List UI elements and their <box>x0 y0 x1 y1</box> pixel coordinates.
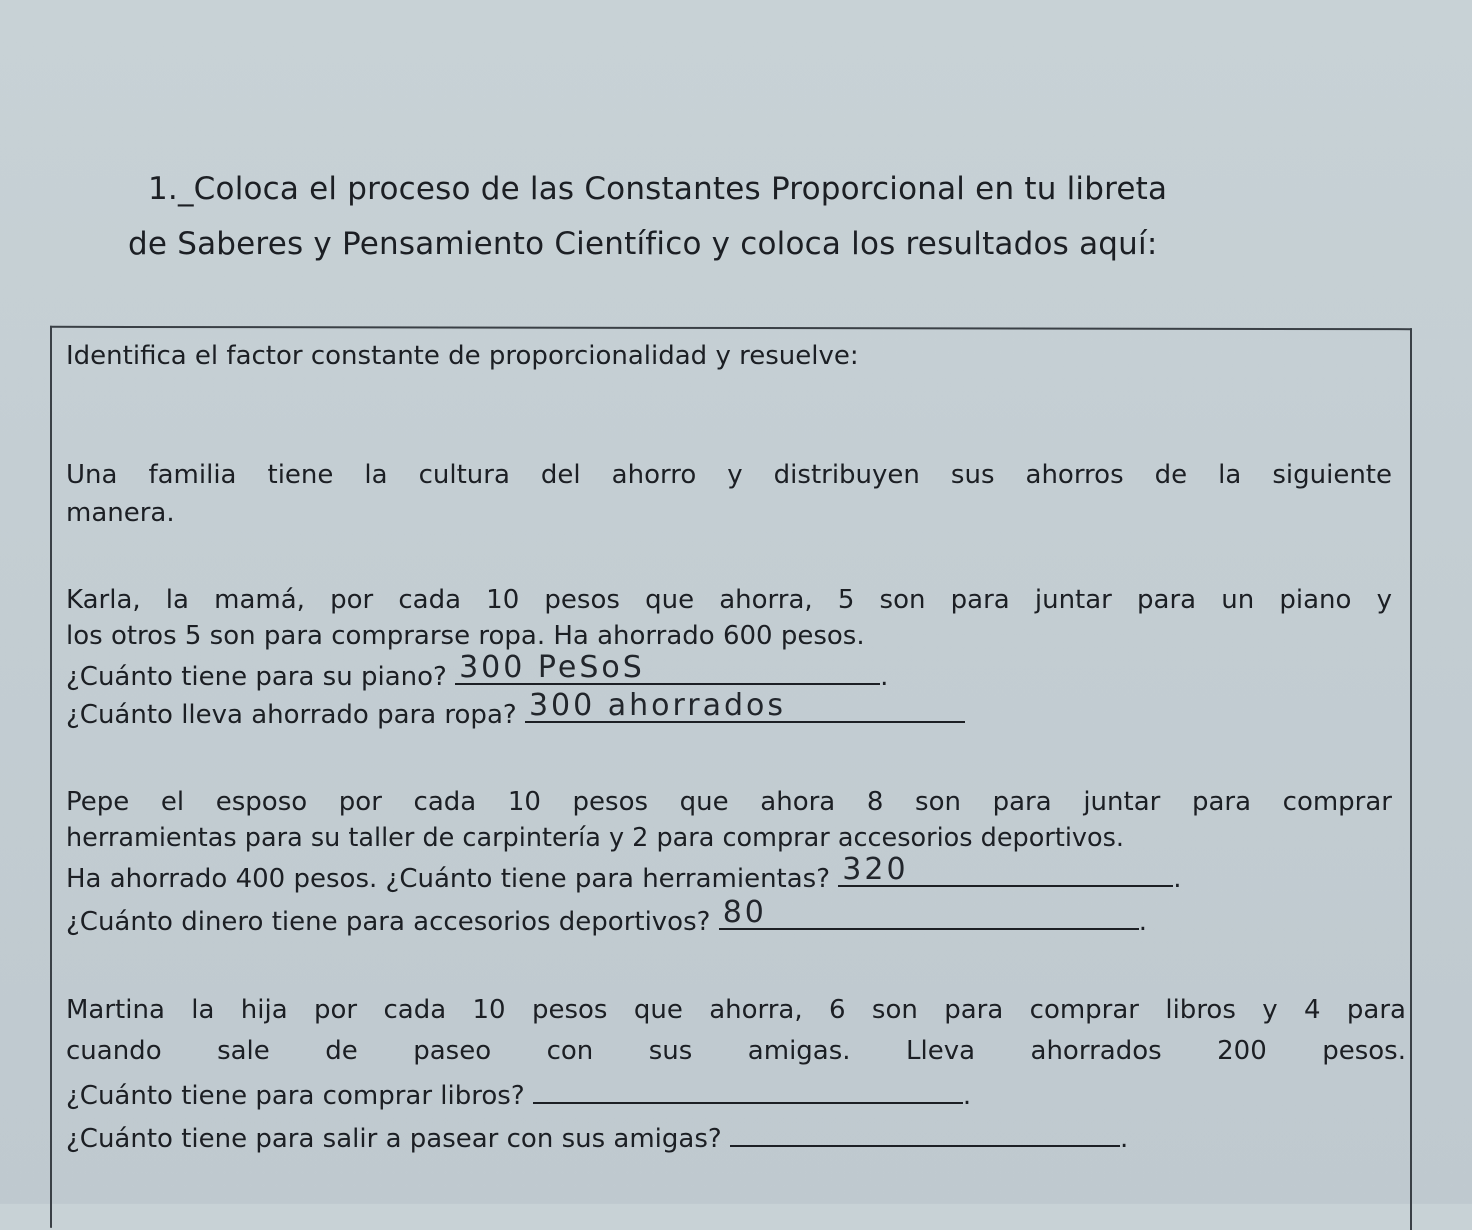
karla-answer-2-field[interactable] <box>525 688 965 723</box>
pepe-answer-2: 80 <box>722 895 767 930</box>
pepe-q1-text: Ha ahorrado 400 pesos. ¿Cuánto tiene para herramientas? <box>66 864 831 894</box>
martina-q2-text: ¿Cuánto tiene para salir a pasear con sus amigas? <box>66 1124 722 1154</box>
martina-question-1: ¿Cuánto tiene para comprar libros? . <box>66 1078 971 1113</box>
martina-q1-text: ¿Cuánto tiene para comprar libros? <box>66 1081 525 1111</box>
pepe-question-1: Ha ahorrado 400 pesos. ¿Cuánto tiene para herramientas? 320 . <box>66 852 1182 894</box>
intro-line-1: Una familia tiene la cultura del ahorro y distribuyen sus ahorros de la siguiente <box>66 460 1392 490</box>
pepe-question-2: ¿Cuánto dinero tiene para accesorios deportivos? 80 . <box>66 895 1147 937</box>
intro-line-2: manera. <box>66 498 175 528</box>
karla-answer-1-field[interactable] <box>455 650 880 685</box>
exercise-heading <box>128 162 1328 272</box>
karla-question-2 <box>66 688 965 732</box>
pepe-answer-2-field[interactable] <box>719 895 1139 930</box>
heading-line-1: 1._Coloca el proceso de las Constantes Proporcional en tu libreta <box>148 171 1168 207</box>
martina-answer-2-field[interactable] <box>730 1121 1120 1147</box>
karla-line-2: los otros 5 son para comprarse ropa. Ha ahorrado 600 pesos. <box>66 621 865 651</box>
karla-q2-text: ¿Cuánto lleva ahorrado para ropa? <box>66 700 517 730</box>
martina-line-1: Martina la hija por cada 10 pesos que ahorra, 6 son para comprar libros y 4 para <box>66 995 1406 1025</box>
heading-line-2: de Saberes y Pensamiento Científico y coloca los resultados aquí: <box>128 226 1158 262</box>
karla-question-1: ¿Cuánto tiene para su piano? 300 PeSoS . <box>66 650 889 692</box>
pepe-line-2: herramientas para su taller de carpintería y 2 para comprar accesorios deportivos. <box>66 823 1124 853</box>
martina-answer-1-field[interactable] <box>533 1078 963 1104</box>
instruction: Identifica el factor constante de proporcionalidad y resuelve: <box>66 341 859 371</box>
karla-answer-1: 300 PeSoS <box>459 650 645 685</box>
karla-line-1: Karla, la mamá, por cada 10 pesos que ahorra, 5 son para juntar para un piano y <box>66 585 1392 615</box>
martina-question-2: ¿Cuánto tiene para salir a pasear con sus amigas? . <box>66 1121 1128 1156</box>
karla-answer-2: 300 ahorrados <box>528 688 787 723</box>
karla-q1-text: ¿Cuánto tiene para su piano? <box>66 662 447 692</box>
pepe-answer-1: 320 <box>842 852 909 887</box>
pepe-line-1: Pepe el esposo por cada 10 pesos que ahora 8 son para juntar para comprar <box>66 787 1392 817</box>
pepe-answer-1-field[interactable] <box>838 852 1173 887</box>
pepe-q2-text: ¿Cuánto dinero tiene para accesorios deportivos? <box>66 907 711 937</box>
martina-line-2: cuando sale de paseo con sus amigas. Lleva ahorrados 200 pesos. <box>66 1036 1406 1066</box>
